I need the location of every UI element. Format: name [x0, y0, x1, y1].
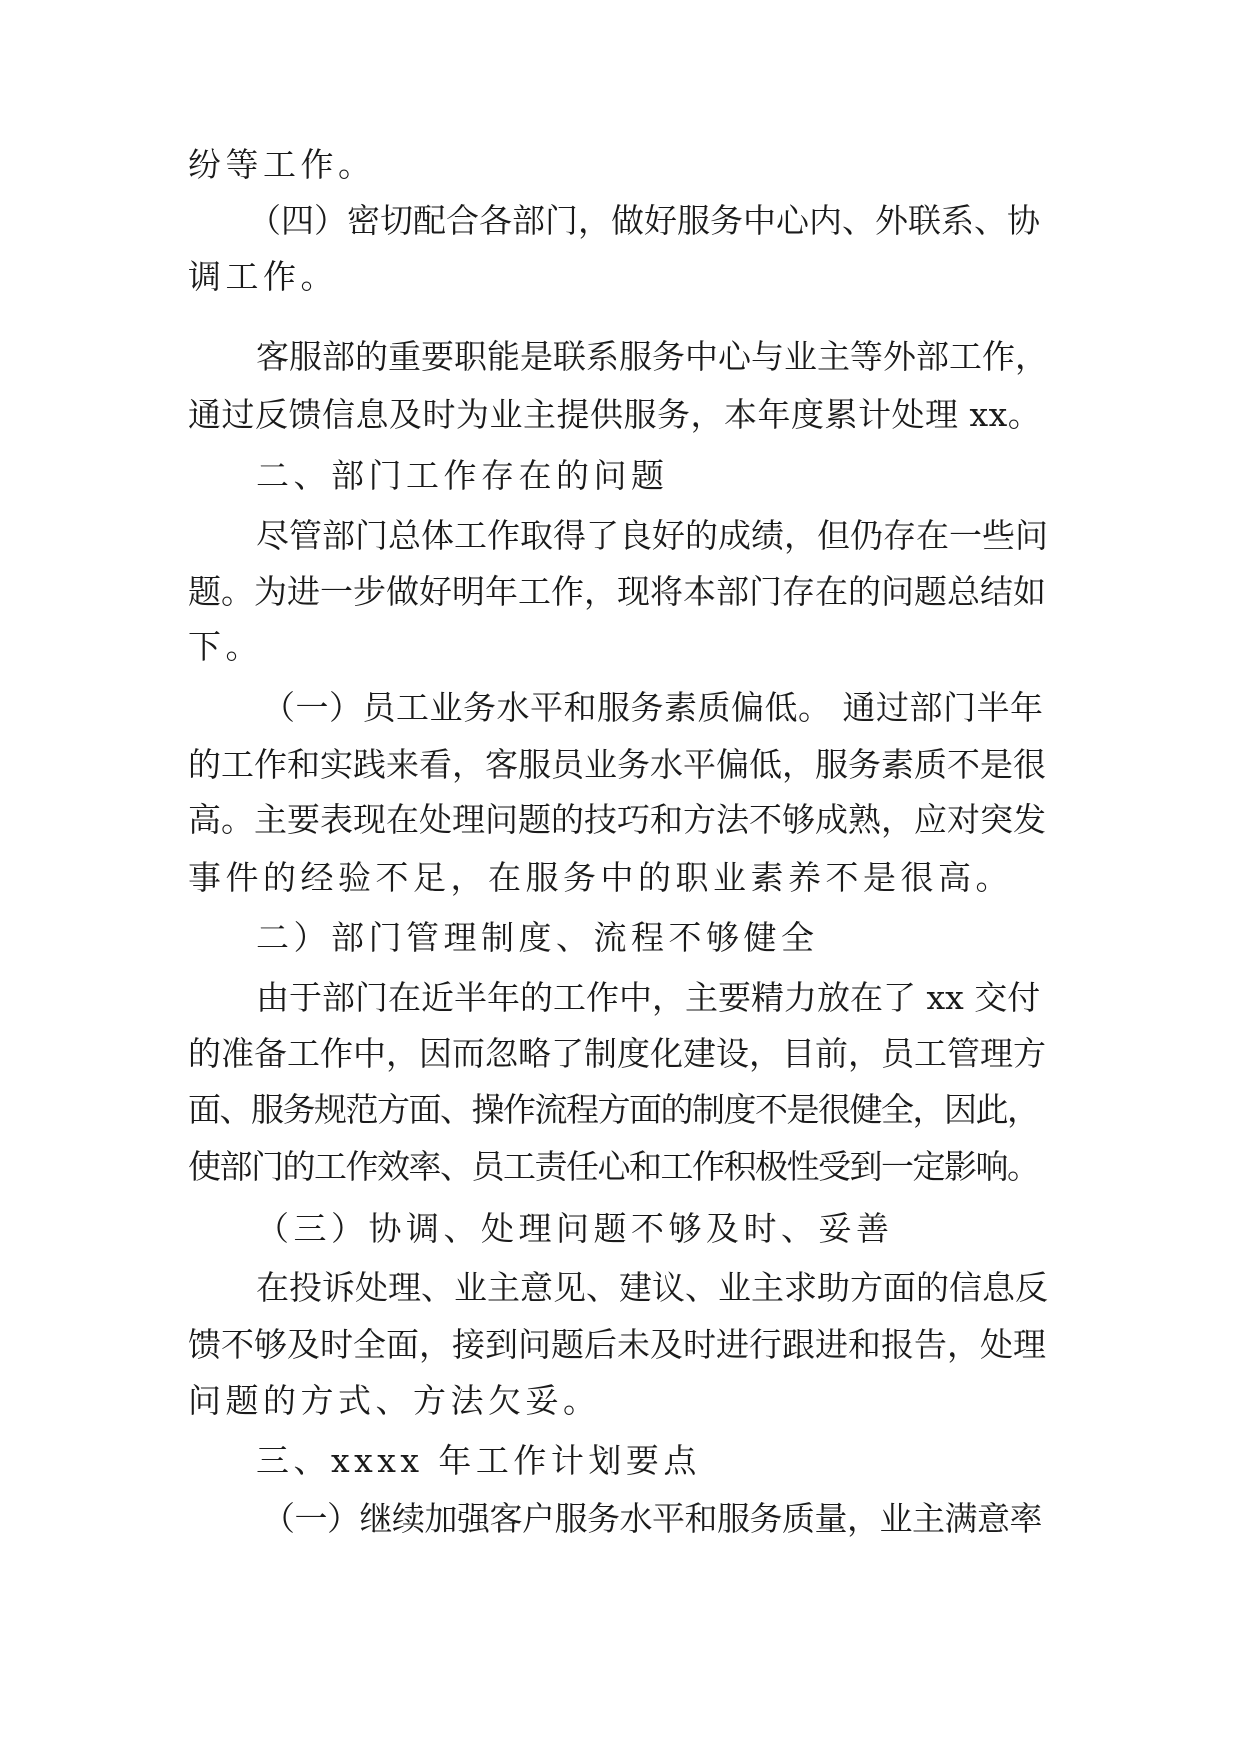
section-heading: 二、部门工作存在的问题 — [256, 456, 669, 495]
text-line: 使部门的工作效率、员工责任心和工作积极性受到一定影响。 — [188, 1147, 1039, 1186]
text-line: 问题的方式、方法欠妥。 — [188, 1381, 601, 1420]
text-line: 的准备工作中，因而忽略了制度化建设，目前，员工管理方 — [188, 1034, 1046, 1073]
text-line: 通过反馈信息及时为业主提供服务，本年度累计处理 xx。 — [188, 395, 1042, 434]
text-line: 纷等工作。 — [188, 145, 376, 184]
text-line: 下。 — [188, 627, 263, 666]
text-line: 由于部门在近半年的工作中，主要精力放在了 xx 交付 — [256, 978, 1041, 1017]
text-line: （一）继续加强客户服务水平和服务质量，业主满意率 — [262, 1499, 1042, 1538]
section-heading: 二）部门管理制度、流程不够健全 — [256, 918, 819, 957]
text-line: 尽管部门总体工作取得了良好的成绩，但仍存在一些问 — [256, 516, 1048, 555]
text-line: 面、服务规范方面、操作流程方面的制度不是很健全，因此， — [188, 1090, 1039, 1129]
text-line: （一）员工业务水平和服务素质偏低。 通过部门半年 — [262, 688, 1044, 727]
section-heading: （三）协调、处理问题不够及时、妥善 — [256, 1209, 894, 1248]
text-line: 在投诉处理、业主意见、建议、业主求助方面的信息反 — [256, 1268, 1048, 1307]
text-line: 高。主要表现在处理问题的技巧和方法不够成熟，应对突发 — [188, 800, 1046, 839]
text-line: （四）密切配合各部门，做好服务中心内、外联系、协 — [248, 201, 1040, 240]
text-line: 的工作和实践来看，客服员业务水平偏低，服务素质不是很 — [188, 745, 1046, 784]
text-line: 调工作。 — [188, 257, 338, 296]
section-heading: 三、xxxx 年工作计划要点 — [256, 1441, 701, 1480]
text-line: 题。为进一步做好明年工作，现将本部门存在的问题总结如 — [188, 572, 1046, 611]
text-line: 馈不够及时全面，接到问题后未及时进行跟进和报告，处理 — [188, 1325, 1046, 1364]
text-line: 客服部的重要职能是联系服务中心与业主等外部工作， — [256, 337, 1048, 376]
text-line: 事件的经验不足，在服务中的职业素养不是很高。 — [188, 858, 1013, 897]
